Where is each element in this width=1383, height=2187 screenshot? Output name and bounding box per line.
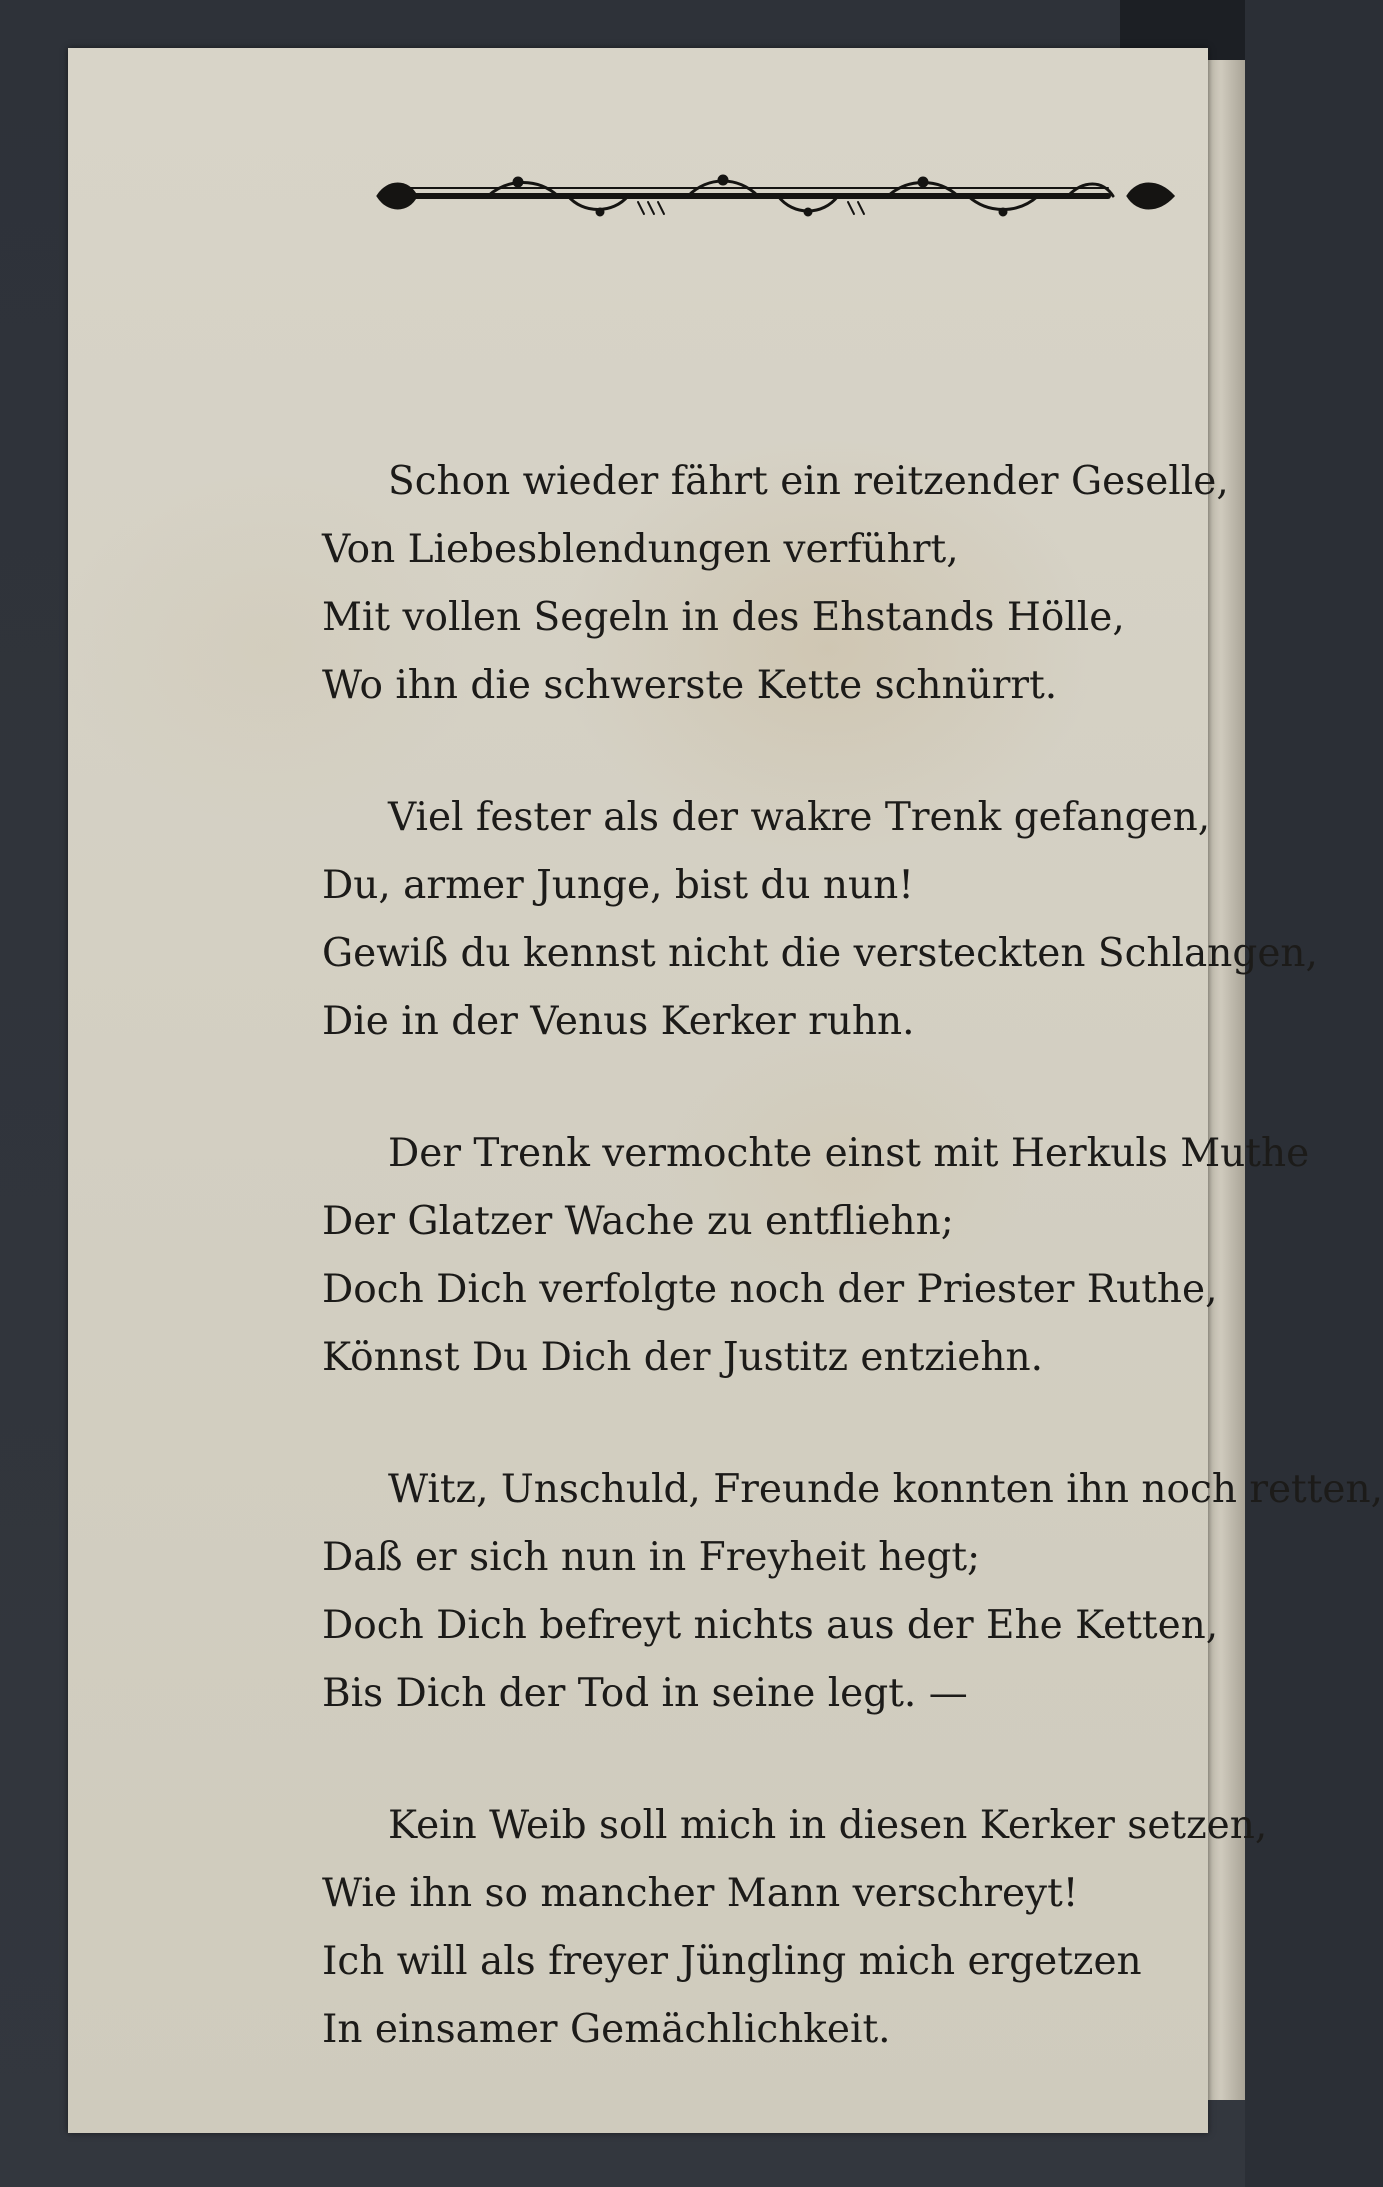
stanza-5 xyxy=(322,1792,1268,2064)
poem-line: Du, armer Junge, bist du nun! xyxy=(322,863,914,908)
poem-line: Schon wieder fährt ein reitzender Geselle, xyxy=(388,459,1229,504)
poem-line: Kein Weib soll mich in diesen Kerker setzen, xyxy=(388,1803,1268,1848)
poem-line: Die in der Venus Kerker ruhn. xyxy=(322,999,915,1044)
stanza-4 xyxy=(322,1456,1383,1728)
stanza-1 xyxy=(322,448,1232,720)
poem-line: Doch Dich verfolgte noch der Priester Ruthe, xyxy=(322,1267,1218,1312)
poem-line: Viel fester als der wakre Trenk gefangen, xyxy=(388,795,1211,840)
poem-line: Der Glatzer Wache zu entfliehn; xyxy=(322,1199,954,1244)
stanza-2 xyxy=(322,784,1318,1056)
poem-line: Mit vollen Segeln in des Ehstands Hölle, xyxy=(322,595,1125,640)
poem-line: Daß er sich nun in Freyheit hegt; xyxy=(322,1535,981,1580)
book-page xyxy=(68,48,1383,2133)
poem-line: Gewiß du kennst nicht die versteckten Schlangen, xyxy=(322,931,1318,976)
poem-line: Ich will als freyer Jüngling mich ergetzen xyxy=(322,1939,1142,1984)
poem-line: Wie ihn so mancher Mann verschreyt! xyxy=(322,1871,1079,1916)
poem-line: Wo ihn die schwerste Kette schnürrt. xyxy=(322,663,1058,708)
poem-line: In einsamer Gemächlichkeit. xyxy=(322,2007,891,2052)
poem-line: Bis Dich der Tod in seine legt. — xyxy=(322,1671,968,1716)
poem-line: Der Trenk vermochte einst mit Herkuls Muthe xyxy=(388,1131,1310,1176)
stanza-3 xyxy=(322,1120,1310,1392)
poem-line: Von Liebesblendungen verführt, xyxy=(322,527,959,572)
poem-line: Doch Dich befreyt nichts aus der Ehe Ketten, xyxy=(322,1603,1219,1648)
poem-line: Witz, Unschuld, Freunde konnten ihn noch retten, xyxy=(388,1467,1383,1512)
poem xyxy=(322,448,1383,2064)
poem-line: Könnst Du Dich der Justitz entziehn. xyxy=(322,1335,1043,1380)
ornament-vine-icon xyxy=(368,168,1183,228)
